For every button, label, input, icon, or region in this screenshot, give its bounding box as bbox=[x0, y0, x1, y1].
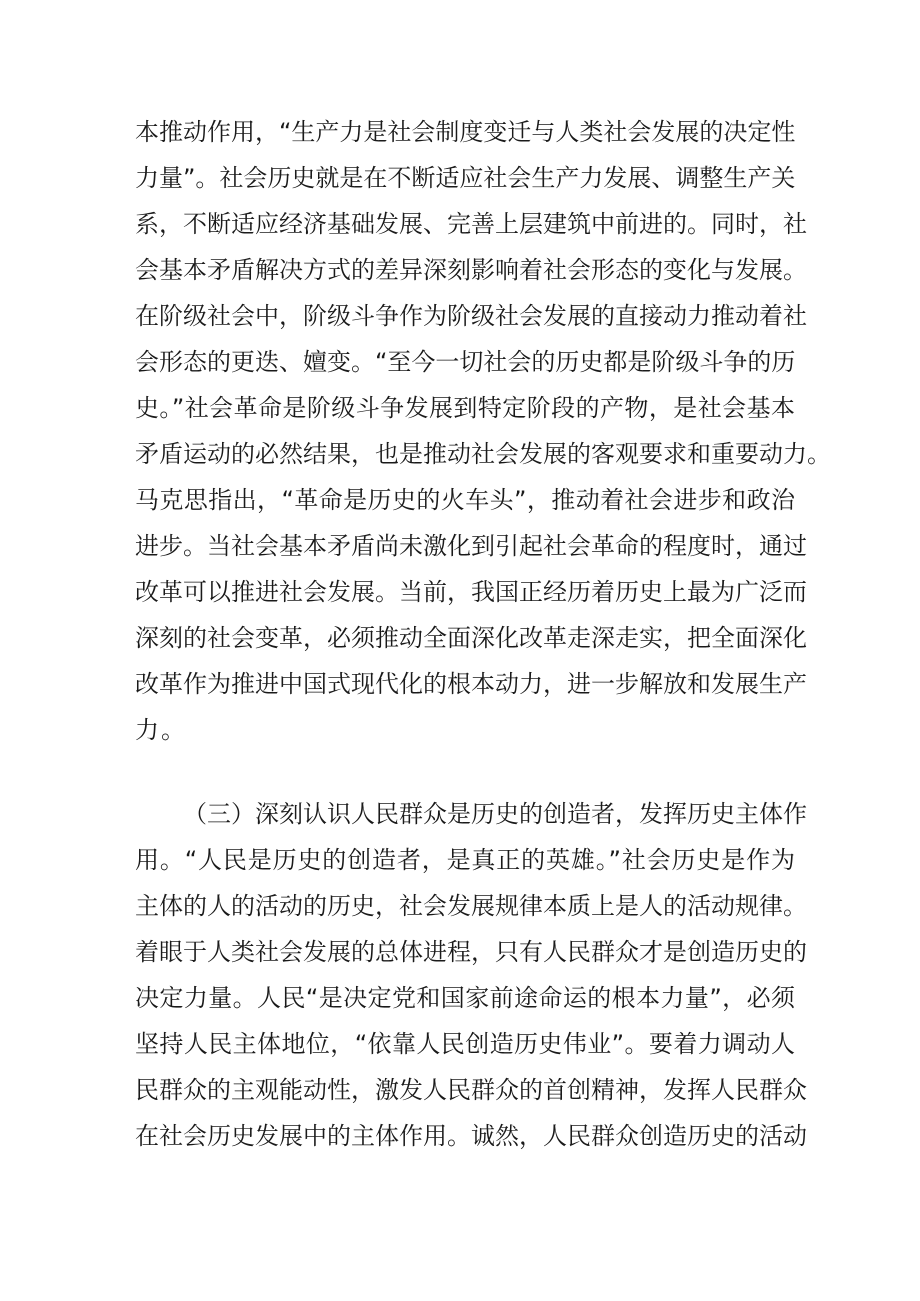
paragraph-line: 民群众的主观能动性，激发人民群众的首创精神，发挥人民群众 bbox=[135, 1076, 807, 1104]
paragraph-line: 深刻的社会变革，必须推动全面深化改革走深走实，把全面深化 bbox=[135, 624, 807, 652]
paragraph-line: 在阶级社会中，阶级斗争作为阶级社会发展的直接动力推动着社 bbox=[135, 302, 807, 330]
paragraph-line: 马克思指出，“革命是历史的火车头”，推动着社会进步和政治 bbox=[135, 486, 795, 514]
paragraph-line: 在社会历史发展中的主体作用。诚然，人民群众创造历史的活动 bbox=[135, 1122, 807, 1150]
paragraph-line: 着眼于人类社会发展的总体进程，只有人民群众才是创造历史的 bbox=[135, 938, 807, 966]
paragraph-line: 会形态的更迭、嬗变。“至今一切社会的历史都是阶级斗争的历 bbox=[135, 348, 796, 376]
paragraph-line-last: 力。 bbox=[135, 716, 187, 744]
paragraph-line: 本推动作用，“生产力是社会制度变迁与人类社会发展的决定性 bbox=[135, 118, 796, 146]
paragraph-line: 矛盾运动的必然结果，也是推动社会发展的客观要求和重要动力。 bbox=[135, 440, 831, 468]
paragraph-line: 改革作为推进中国式现代化的根本动力，进一步解放和发展生产 bbox=[135, 670, 807, 698]
paragraph-line: 主体的人的活动的历史，社会发展规律本质上是人的活动规律。 bbox=[135, 892, 807, 920]
paragraph-line: 系，不断适应经济基础发展、完善上层建筑中前进的。同时，社 bbox=[135, 210, 807, 238]
paragraph-line: 用。“人民是历史的创造者，是真正的英雄。”社会历史是作为 bbox=[135, 846, 795, 874]
paragraph-line: 力量”。社会历史就是在不断适应社会生产力发展、调整生产关 bbox=[135, 164, 796, 192]
paragraph-line: 改革可以推进社会发展。当前，我国正经历着历史上最为广泛而 bbox=[135, 578, 807, 606]
paragraph-line: 进步。当社会基本矛盾尚未激化到引起社会革命的程度时，通过 bbox=[135, 532, 807, 560]
paragraph-line-indented: （三）深刻认识人民群众是历史的创造者，发挥历史主体作 bbox=[183, 800, 807, 828]
paragraph-line: 史。”社会革命是阶级斗争发展到特定阶段的产物，是社会基本 bbox=[135, 394, 795, 422]
paragraph-line: 会基本矛盾解决方式的差异深刻影响着社会形态的变化与发展。 bbox=[135, 256, 807, 284]
paragraph-line: 决定力量。人民“是决定党和国家前途命运的根本力量”，必须 bbox=[135, 984, 795, 1012]
paragraph-line: 坚持人民主体地位，“依靠人民创造历史伟业”。要着力调动人 bbox=[135, 1030, 795, 1058]
